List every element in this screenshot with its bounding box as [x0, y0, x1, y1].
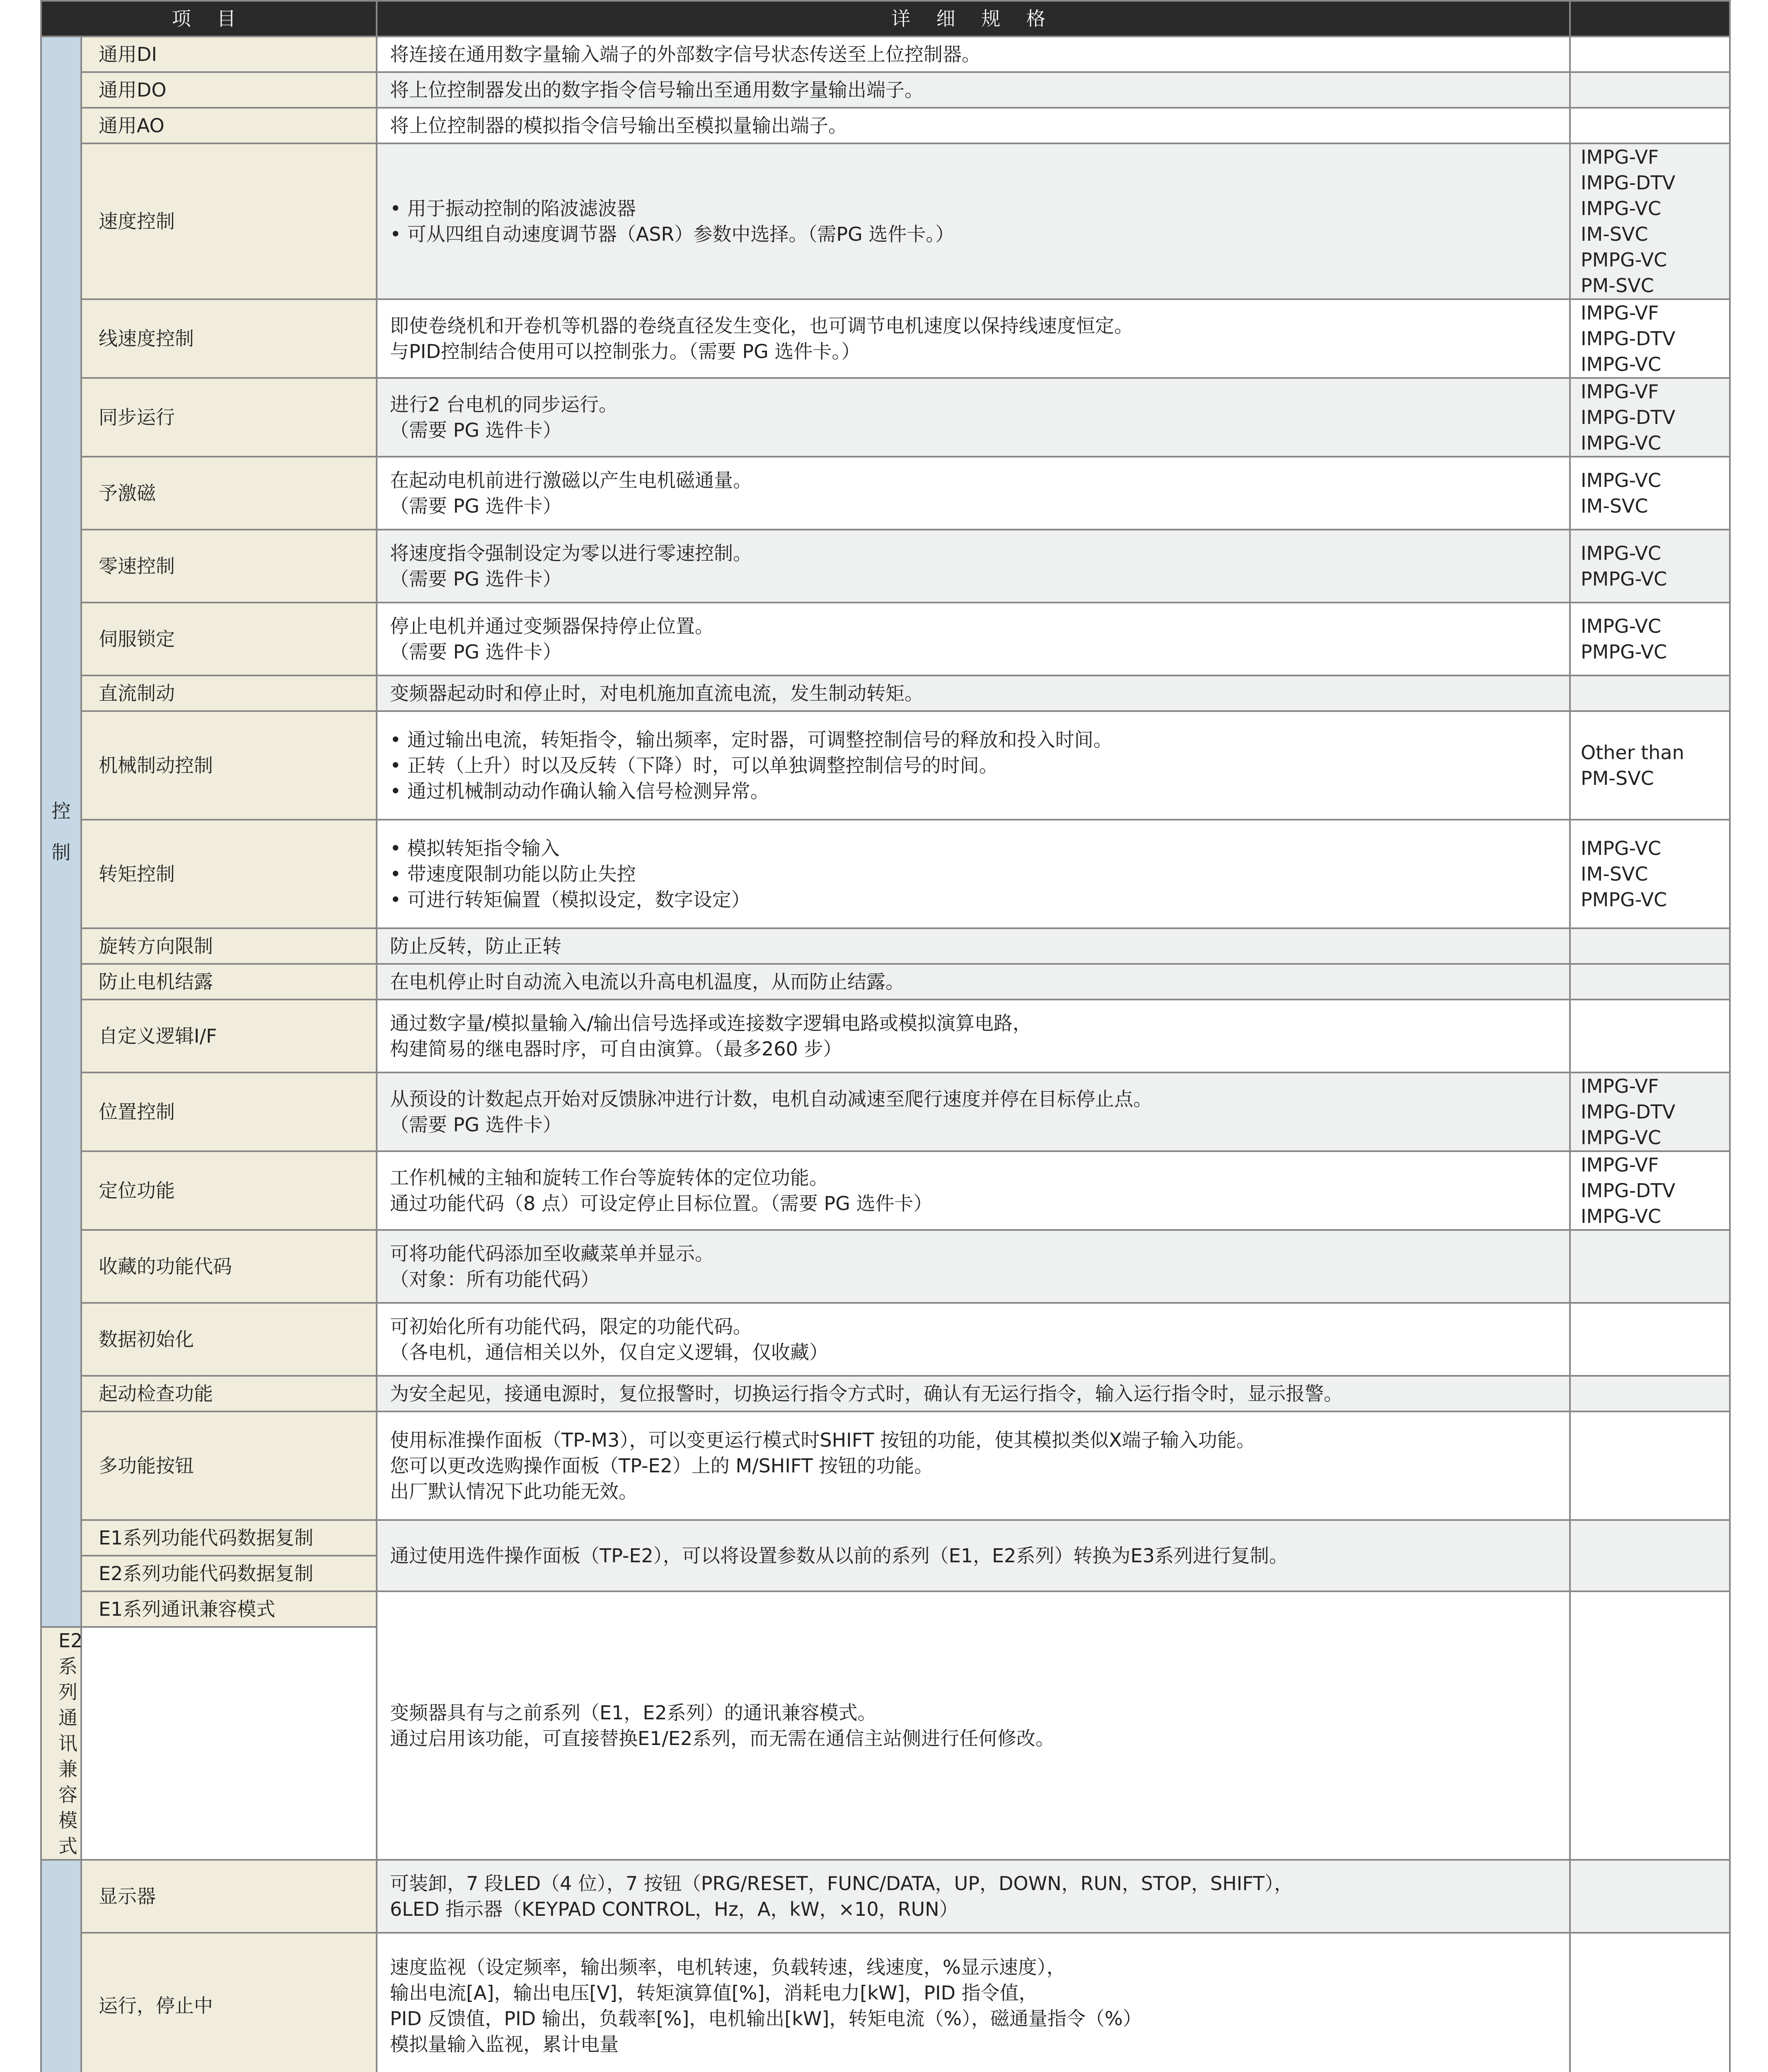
model-cell	[1570, 530, 1730, 603]
model-cell	[1570, 820, 1730, 928]
detail-line: 出厂默认情况下此功能无效。	[390, 1480, 638, 1503]
item-cell: 机械制动控制	[81, 711, 377, 820]
model-line: PMPG-VC	[1581, 641, 1667, 663]
model-line: IMPG-DTV	[1581, 1179, 1676, 1202]
model-line: IMPG-VC	[1581, 1126, 1662, 1149]
detail-line: 在起动电机前进行激磁以产生电机磁通量。	[390, 469, 752, 491]
detail-cell	[377, 378, 1570, 457]
model-line: PM-SVC	[1581, 274, 1654, 297]
item-cell: 同步运行	[81, 378, 377, 457]
detail-line: （需要 PG 选件卡）	[390, 1113, 562, 1136]
model-line: IMPG-DTV	[1581, 1101, 1676, 1123]
item-cell: 自定义逻辑I/F	[81, 1000, 377, 1072]
model-line: IM-SVC	[1581, 863, 1648, 885]
model-cell	[1570, 603, 1730, 675]
table-row	[41, 530, 1730, 603]
item-cell: 速度控制	[81, 143, 377, 299]
table-row	[41, 299, 1730, 378]
detail-cell	[377, 143, 1570, 299]
detail-line: 输出电流[A]，输出电压[V]，转矩演算值[%]，消耗电力[kW]，PID 指令值，	[390, 1982, 1038, 2004]
group-control-char: 控	[51, 800, 71, 822]
model-cell	[1570, 108, 1730, 143]
detail-line: • 通过输出电流，转矩指令，输出频率，定时器，可调整控制信号的释放和投入时间。	[390, 729, 1113, 751]
detail-cell	[377, 1591, 1570, 1860]
model-cell	[1570, 457, 1730, 530]
detail-line: 通过功能代码（8 点）可设定停止目标位置。（需要 PG 选件卡）	[390, 1192, 933, 1215]
model-cell	[1570, 964, 1730, 1000]
detail-line: 停止电机并通过变频器保持停止位置。	[390, 615, 714, 637]
model-line: PM-SVC	[1581, 767, 1654, 789]
model-line: IMPG-VC	[1581, 1205, 1662, 1227]
detail-line: 将上位控制器发出的数字指令信号输出至通用数字量输出端子。	[390, 79, 924, 101]
detail-line: • 可从四组自动速度调节器（ASR）参数中选择。（需PG 选件卡。）	[390, 223, 955, 245]
item-cell: E1系列通讯兼容模式	[81, 1591, 377, 1627]
group-control-char: 制	[51, 841, 71, 864]
table-row	[41, 675, 1730, 711]
table-row	[41, 964, 1730, 1000]
model-line: PMPG-VC	[1581, 568, 1667, 590]
detail-line: 将速度指令强制设定为零以进行零速控制。	[390, 542, 752, 564]
model-cell	[1570, 1151, 1730, 1230]
model-cell	[1570, 928, 1730, 964]
model-line: PMPG-VC	[1581, 249, 1667, 271]
detail-line: （对象：所有功能代码）	[390, 1268, 600, 1290]
model-line: IMPG-VF	[1581, 302, 1659, 324]
model-cell	[1570, 1591, 1730, 1860]
detail-line: （需要 PG 选件卡）	[390, 419, 562, 441]
model-cell	[1570, 143, 1730, 299]
item-cell: 多功能按钮	[81, 1411, 377, 1520]
detail-line: （需要 PG 选件卡）	[390, 495, 562, 517]
item-cell: 通用DO	[81, 72, 377, 108]
model-line: Other than	[1581, 741, 1684, 764]
detail-cell	[377, 1230, 1570, 1303]
detail-cell	[377, 928, 1570, 964]
model-cell	[1570, 1933, 1730, 2072]
detail-line: 工作机械的主轴和旋转工作台等旋转体的定位功能。	[390, 1167, 828, 1189]
item-cell: E2系列功能代码数据复制	[81, 1556, 377, 1591]
table-row	[41, 1411, 1730, 1520]
model-line: IMPG-VC	[1581, 197, 1662, 220]
detail-line: 模拟量输入监视，累计电量	[390, 2033, 619, 2055]
table-row	[41, 1230, 1730, 1303]
model-line: IMPG-DTV	[1581, 327, 1676, 350]
detail-cell	[377, 1000, 1570, 1072]
item-cell: 通用DI	[81, 36, 377, 72]
header-detail: 详 细 规 格	[377, 1, 1570, 36]
detail-cell	[377, 299, 1570, 378]
table-row	[41, 1933, 1730, 2072]
detail-cell	[377, 1151, 1570, 1230]
detail-line: 可装卸，7 段LED（4 位），7 按钮（PRG/RESET，FUNC/DATA，UP，DOWN，RUN，STOP，SHIFT），	[390, 1872, 1293, 1895]
detail-cell	[377, 1303, 1570, 1376]
item-cell: 定位功能	[81, 1151, 377, 1230]
detail-cell	[377, 457, 1570, 530]
header-row	[41, 1, 1730, 36]
header-model	[1570, 1, 1730, 36]
model-line: IMPG-VC	[1581, 542, 1662, 564]
detail-line: 变频器起动时和停止时，对电机施加直流电流，发生制动转矩。	[390, 682, 924, 704]
detail-line: • 带速度限制功能以防止失控	[390, 863, 636, 885]
detail-line: 构建简易的继电器时序，可自由演算。（最多260 步）	[390, 1038, 842, 1060]
detail-line: 速度监视（设定频率，输出频率，电机转速，负载转速，线速度，%显示速度），	[390, 1956, 1066, 1978]
detail-cell	[377, 603, 1570, 675]
detail-line: 6LED 指示器（KEYPAD CONTROL，Hz，A，kW，×10，RUN）	[390, 1898, 958, 1920]
detail-line: • 模拟转矩指令输入	[390, 837, 560, 859]
model-cell	[1570, 675, 1730, 711]
detail-cell	[377, 1411, 1570, 1520]
table-row	[41, 1000, 1730, 1072]
table-row	[41, 1520, 1730, 1556]
header-item: 项 目	[41, 1, 377, 36]
model-line: IMPG-VC	[1581, 615, 1662, 637]
detail-line: • 正转（上升）时以及反转（下降）时，可以单独调整控制信号的时间。	[390, 754, 998, 777]
item-cell: 伺服锁定	[81, 603, 377, 675]
detail-line: 通过启用该功能，可直接替换E1/E2系列，而无需在通信主站侧进行任何修改。	[390, 1727, 1055, 1750]
detail-cell	[377, 72, 1570, 108]
detail-cell	[377, 820, 1570, 928]
detail-line: 您可以更改选购操作面板（TP-E2）上的 M/SHIFT 按钮的功能。	[390, 1455, 934, 1477]
detail-line: 变频器具有与之前系列（E1，E2系列）的通讯兼容模式。	[390, 1702, 877, 1724]
model-line: IMPG-DTV	[1581, 172, 1676, 194]
detail-cell	[377, 108, 1570, 143]
detail-line: PID 反馈值，PID 输出，负载率[%]，电机输出[kW]，转矩电流（%），磁通量指令（%）	[390, 2007, 1142, 2030]
item-cell: 收藏的功能代码	[81, 1230, 377, 1303]
detail-line: 将上位控制器的模拟指令信号输出至模拟量输出端子。	[390, 114, 847, 137]
model-cell	[1570, 378, 1730, 457]
item-cell: 运行，停止中	[81, 1933, 377, 2072]
detail-line: • 可进行转矩偏置（模拟设定，数字设定）	[390, 888, 750, 911]
detail-line: （需要 PG 选件卡）	[390, 568, 562, 590]
spec-table	[40, 0, 1731, 2072]
model-cell	[1570, 1376, 1730, 1411]
detail-line: 通过使用选件操作面板（TP-E2），可以将设置参数从以前的系列（E1，E2系列）转换为E3系列进行复制。	[390, 1544, 1288, 1567]
model-line: PMPG-VC	[1581, 888, 1667, 911]
detail-line: 使用标准操作面板（TP-M3），可以变更运行模式时SHIFT 按钮的功能，使其模拟类似X端子输入功能。	[390, 1429, 1255, 1451]
detail-line: 从预设的计数起点开始对反馈脉冲进行计数，电机自动减速至爬行速度并停在目标停止点。	[390, 1088, 1152, 1110]
item-cell: 显示器	[81, 1860, 377, 1933]
table-row	[41, 457, 1730, 530]
model-line: IMPG-VC	[1581, 353, 1662, 375]
model-cell	[1570, 1230, 1730, 1303]
model-line: IMPG-VC	[1581, 837, 1662, 859]
item-cell: 数据初始化	[81, 1303, 377, 1376]
detail-cell	[377, 36, 1570, 72]
model-cell	[1570, 1411, 1730, 1520]
item-cell: 直流制动	[81, 675, 377, 711]
item-cell: 零速控制	[81, 530, 377, 603]
detail-line: 通过数字量/模拟量输入/输出信号选择或连接数字逻辑电路或模拟演算电路，	[390, 1012, 1032, 1034]
detail-line: 将连接在通用数字量输入端子的外部数字信号状态传送至上位控制器。	[390, 43, 981, 65]
model-cell	[1570, 299, 1730, 378]
detail-cell	[377, 1376, 1570, 1411]
model-line: IMPG-VF	[1581, 146, 1659, 168]
detail-line: 进行2 台电机的同步运行。	[390, 393, 618, 416]
model-cell	[1570, 1000, 1730, 1072]
table-row	[41, 711, 1730, 820]
detail-cell	[377, 1072, 1570, 1151]
model-line: IMPG-DTV	[1581, 406, 1676, 428]
detail-line: 在电机停止时自动流入电流以升高电机温度，从而防止结露。	[390, 971, 905, 993]
detail-line: 可将功能代码添加至收藏菜单并显示。	[390, 1242, 714, 1265]
detail-line: 防止反转，防止正转	[390, 935, 561, 957]
item-cell: 线速度控制	[81, 299, 377, 378]
detail-cell	[377, 1860, 1570, 1933]
table-row	[41, 1860, 1730, 1933]
table-row	[41, 928, 1730, 964]
detail-line: （各电机，通信相关以外，仅自定义逻辑，仅收藏）	[390, 1341, 828, 1363]
item-cell: 起动检查功能	[81, 1376, 377, 1411]
group-display	[41, 1860, 81, 2072]
table-row	[41, 108, 1730, 143]
item-cell: E2系列通讯兼容模式	[41, 1627, 81, 1860]
detail-line: 为安全起见，接通电源时，复位报警时，切换运行指令方式时，确认有无运行指令，输入运行指令时，显示报警。	[390, 1382, 1343, 1405]
group-control	[41, 36, 81, 1627]
item-cell: E1系列功能代码数据复制	[81, 1520, 377, 1556]
item-cell: 予激磁	[81, 457, 377, 530]
model-cell	[1570, 1520, 1730, 1591]
model-cell	[1570, 72, 1730, 108]
detail-line: 与PID控制结合使用可以控制张力。（需要 PG 选件卡。）	[390, 340, 861, 363]
item-cell: 防止电机结露	[81, 964, 377, 1000]
model-line: IMPG-VF	[1581, 1075, 1659, 1097]
table-row	[41, 603, 1730, 675]
item-cell: 转矩控制	[81, 820, 377, 928]
detail-line: 即使卷绕机和开卷机等机器的卷绕直径发生变化，也可调节电机速度以保持线速度恒定。	[390, 315, 1133, 337]
detail-cell	[377, 530, 1570, 603]
table-row	[41, 143, 1730, 299]
detail-cell	[377, 964, 1570, 1000]
table-row	[41, 72, 1730, 108]
table-row	[41, 1591, 1730, 1627]
model-cell	[1570, 36, 1730, 72]
model-line: IMPG-VC	[1581, 469, 1662, 491]
model-cell	[1570, 1303, 1730, 1376]
model-line: IMPG-VF	[1581, 380, 1659, 403]
table-row	[41, 36, 1730, 72]
item-cell: 旋转方向限制	[81, 928, 377, 964]
table-row	[41, 820, 1730, 928]
model-line: IMPG-VF	[1581, 1154, 1659, 1176]
detail-line: 可初始化所有功能代码，限定的功能代码。	[390, 1315, 752, 1338]
model-cell	[1570, 711, 1730, 820]
table-row	[41, 1151, 1730, 1230]
detail-line: • 用于振动控制的陷波滤波器	[390, 197, 636, 220]
detail-cell	[377, 1933, 1570, 2072]
model-cell	[1570, 1072, 1730, 1151]
table-row	[41, 1376, 1730, 1411]
item-cell: 通用AO	[81, 108, 377, 143]
detail-line: （需要 PG 选件卡）	[390, 641, 562, 663]
detail-cell	[377, 675, 1570, 711]
detail-cell	[377, 711, 1570, 820]
model-cell	[1570, 1860, 1730, 1933]
model-line: IMPG-VC	[1581, 432, 1662, 454]
table-row	[41, 1072, 1730, 1151]
table-row	[41, 1303, 1730, 1376]
detail-cell	[377, 1520, 1570, 1591]
table-row	[41, 378, 1730, 457]
model-line: IM-SVC	[1581, 223, 1648, 245]
detail-line: • 通过机械制动动作确认输入信号检测异常。	[390, 780, 769, 802]
model-line: IM-SVC	[1581, 495, 1648, 517]
item-cell: 位置控制	[81, 1072, 377, 1151]
